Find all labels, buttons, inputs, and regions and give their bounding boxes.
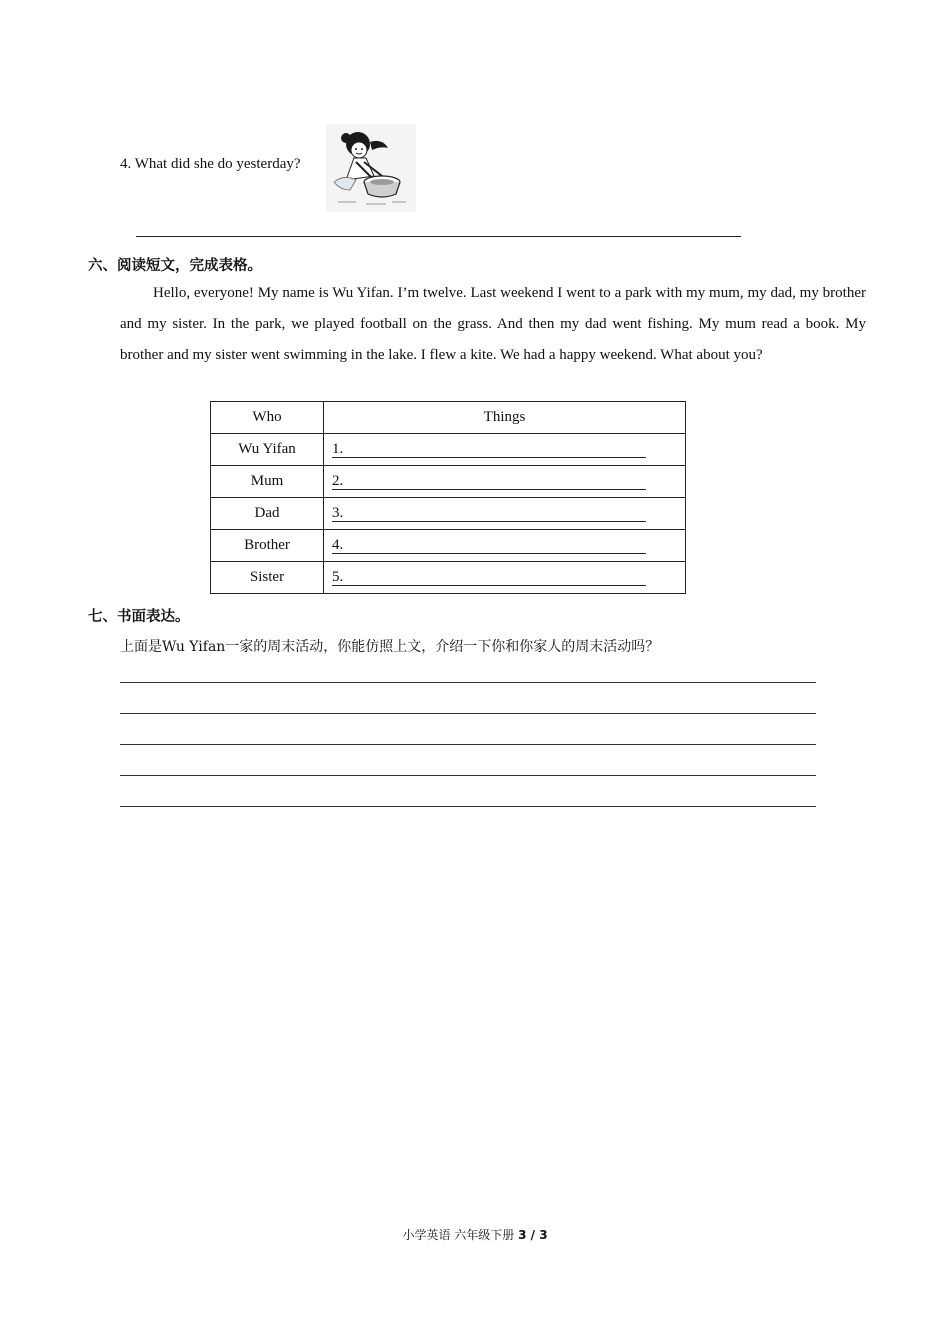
activity-table [210,401,686,594]
page-number: 3 / 3 [518,1228,548,1242]
who-cell: Mum [211,466,324,498]
reading-passage [120,278,866,371]
writing-line[interactable] [120,775,816,776]
writing-line[interactable] [120,713,816,714]
section-6-title: 六、阅读短文，完成表格。 [88,258,262,274]
table-row [211,530,686,562]
writing-line[interactable] [120,806,816,807]
page-footer [0,1226,950,1243]
section-7-title: 七、书面表达。 [88,609,190,625]
table-row [211,498,686,530]
footer-subject: 小学英语 六年级下册 [402,1228,515,1242]
who-cell: Brother [211,530,324,562]
table-row [211,434,686,466]
header-who: Who [211,402,324,434]
table-row [211,466,686,498]
answer-blank-3[interactable]: 3. [332,505,646,522]
writing-prompt: 上面是Wu Yifan一家的周末活动，你能仿照上文，介绍一下你和你家人的周末活动吗？ [120,639,660,655]
who-cell: Sister [211,562,324,594]
writing-line[interactable] [120,682,816,683]
answer-line[interactable] [136,236,741,237]
table-header-row [211,402,686,434]
who-cell: Dad [211,498,324,530]
answer-blank-2[interactable]: 2. [332,473,646,490]
table-row [211,562,686,594]
who-cell: Wu Yifan [211,434,324,466]
question-4: 4. What did she do yesterday? [120,156,301,172]
girl-washing-clothes-icon [326,124,416,212]
header-things: Things [324,402,686,434]
answer-blank-5[interactable]: 5. [332,569,646,586]
answer-blank-1[interactable]: 1. [332,441,646,458]
writing-line[interactable] [120,744,816,745]
passage-text: Hello, everyone! My name is Wu Yifan. I’m twelve. Last weekend I went to a park with my mum, my dad, my brother and my sister. In the park, we played football on the grass. And then my dad went fishing. My mum read a book. My brother and my sister went swimming in the lake. I flew a kite. We had a happy weekend. What about you? [120,285,866,363]
answer-blank-4[interactable]: 4. [332,537,646,554]
